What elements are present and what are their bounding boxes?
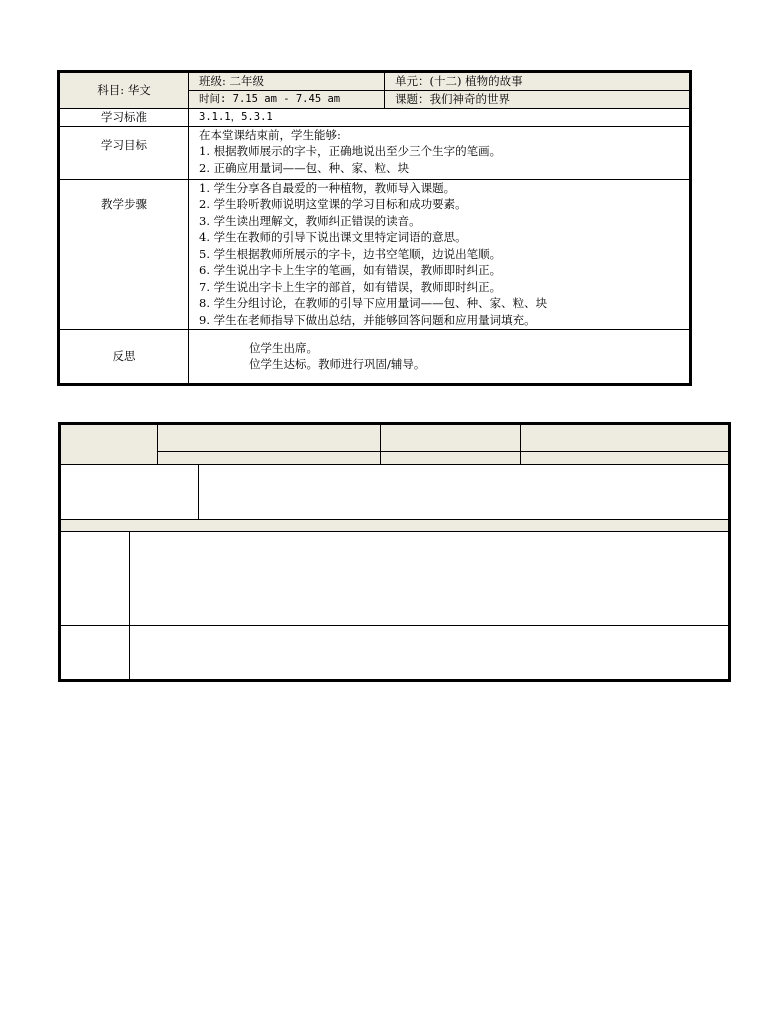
blank-steps-row — [60, 532, 730, 626]
blank-reflection-content — [130, 626, 730, 681]
steps-label: 教学步骤 — [59, 179, 189, 329]
standard-row — [59, 109, 691, 127]
standard-value: 3.1.1，5.3.1 — [189, 109, 691, 127]
objective-content — [189, 126, 691, 179]
step-line: 6. 学生说出字卡上生字的笔画，如有错误，教师即时纠正。 — [199, 263, 502, 277]
objective-line: 2. 正确应用量词——包、种、家、粒、块 — [199, 160, 410, 175]
blank-objective-row — [60, 465, 730, 520]
reflection-label: 反思 — [59, 329, 189, 384]
step-line: 3. 学生读出理解文，教师纠正错误的读音。 — [199, 213, 421, 228]
blank-class-cell — [158, 424, 381, 452]
step-line: 5. 学生根据教师所展示的字卡，边书空笔顺，边说出笔顺。 — [199, 246, 502, 261]
step-line: 1. 学生分享各自最爱的一种植物，教师导入课题。 — [199, 180, 456, 195]
blank-steps-label — [60, 532, 130, 626]
blank-topic-cell — [381, 452, 521, 465]
steps-content — [189, 179, 691, 329]
reflection-row — [59, 329, 691, 384]
reflection-line: 位学生出席。 — [249, 340, 318, 355]
step-line: 7. 学生说出字卡上生字的部首，如有错误，教师即时纠正。 — [199, 279, 502, 294]
blank-header-row-1 — [60, 424, 730, 452]
blank-topic-extra-cell — [521, 452, 730, 465]
blank-reflection-label — [60, 626, 130, 681]
blank-lesson-plan-table — [58, 422, 731, 682]
blank-shaded-cell — [60, 520, 730, 532]
reflection-content — [189, 329, 691, 384]
reflection-line: 位学生达标。教师进行巩固/辅导。 — [249, 357, 426, 371]
objective-line: 在本堂课结束前，学生能够: — [199, 127, 341, 142]
time-cell: 时间: 7.15 am - 7.45 am — [189, 91, 385, 109]
subject-cell: 科目: 华文 — [59, 72, 189, 109]
standard-label: 学习标准 — [59, 109, 189, 127]
blank-objective-content — [199, 465, 730, 520]
class-level-cell: 班级: 二年级 — [189, 72, 385, 91]
step-line: 8. 学生分组讨论，在教师的引导下应用量词——包、种、家、粒、块 — [199, 296, 548, 310]
step-line: 2. 学生聆听教师说明这堂课的学习目标和成功要素。 — [199, 197, 467, 211]
step-line: 4. 学生在教师的引导下说出课文里特定词语的意思。 — [199, 230, 467, 244]
blank-reflection-row — [60, 626, 730, 681]
blank-steps-content — [130, 532, 730, 626]
objective-label: 学习目标 — [59, 126, 189, 179]
lesson-plan-table — [57, 70, 692, 386]
blank-shaded-row — [60, 520, 730, 532]
blank-unit-cell — [381, 424, 521, 452]
step-line: 9. 学生在老师指导下做出总结，并能够回答问题和应用量词填充。 — [199, 312, 536, 327]
objective-line: 1. 根据教师展示的字卡，正确地说出至少三个生字的笔画。 — [199, 144, 502, 158]
unit-cell: 单元：(十二) 植物的故事 — [385, 72, 691, 91]
blank-extra-cell — [521, 424, 730, 452]
blank-objective-label — [60, 465, 199, 520]
blank-subject-cell — [60, 424, 158, 465]
steps-row — [59, 179, 691, 329]
header-row-1 — [59, 72, 691, 91]
topic-cell: 课题：我们神奇的世界 — [385, 91, 691, 109]
blank-header-row-2 — [60, 452, 730, 465]
blank-time-cell — [158, 452, 381, 465]
objective-row — [59, 126, 691, 179]
